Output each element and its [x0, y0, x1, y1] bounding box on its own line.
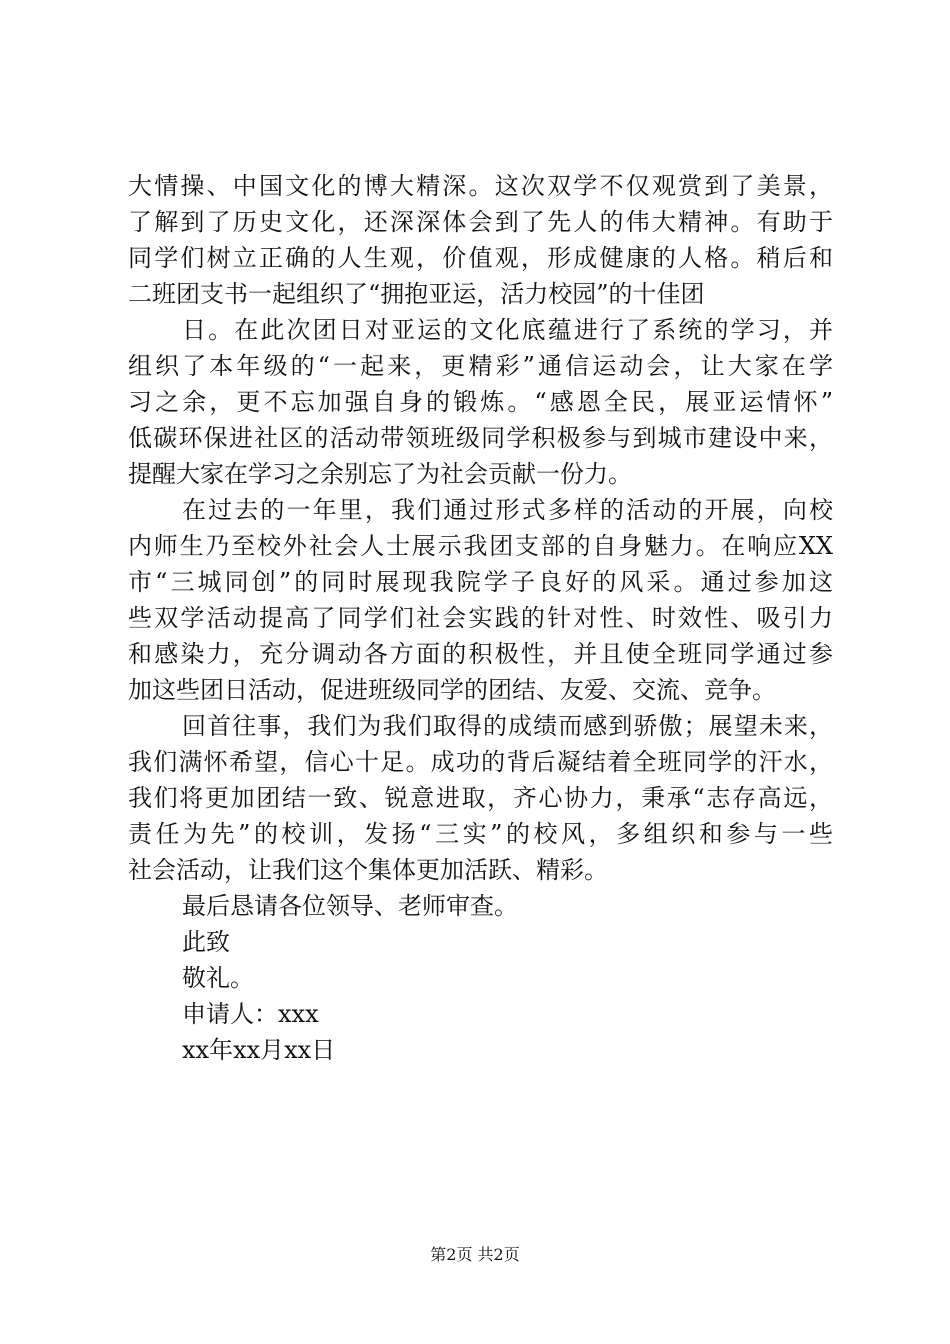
paragraph-line: 在过去的一年里，我们通过形式多样的活动的开展，向校 — [182, 496, 833, 524]
paragraph-line: 责任为先”的校训，发扬“三实”的校风，多组织和参与一些 — [128, 820, 833, 848]
paragraph-line: 内师生乃至校外社会人士展示我团支部的自身魅力。在响应XX — [128, 532, 833, 560]
paragraph-line: 和感染力，充分调动各方面的积极性，并且使全班同学通过参 — [128, 640, 833, 668]
paragraph-line: 习之余，更不忘加强自身的锻炼。“感恩全民，展亚运情怀” — [128, 388, 833, 416]
paragraph-line: 组织了本年级的“一起来，更精彩”通信运动会，让大家在学 — [128, 352, 833, 380]
paragraph-line: 我们满怀希望，信心十足。成功的背后凝结着全班同学的汗水， — [128, 748, 833, 776]
paragraph-line: 提醒大家在学习之余别忘了为社会贡献一份力。 — [128, 460, 632, 488]
paragraph-line: 些双学活动提高了同学们社会实践的针对性、时效性、吸引力 — [128, 604, 833, 632]
paragraph-line: 回首往事，我们为我们取得的成绩而感到骄傲；展望未来， — [182, 712, 833, 740]
paragraph-line: 加这些团日活动，促进班级同学的团结、友爱、交流、竞争。 — [128, 676, 776, 704]
paragraph-line: 日。在此次团日对亚运的文化底蕴进行了系统的学习，并 — [182, 316, 833, 344]
date-line: xx年xx月xx日 — [182, 1036, 336, 1064]
paragraph-line: 大情操、中国文化的博大精深。这次双学不仅观赏到了美景， — [128, 172, 833, 200]
paragraph-line: 同学们树立正确的人生观，价值观，形成健康的人格。稍后和 — [128, 244, 833, 272]
page-number: 第2页 共2页 — [430, 1245, 520, 1264]
paragraph-line: 低碳环保进社区的活动带领班级同学积极参与到城市建设中来， — [128, 424, 833, 452]
closing-request: 最后恳请各位领导、老师审查。 — [182, 892, 518, 920]
salutation: 此致 — [182, 928, 230, 956]
paragraph-line: 市“三城同创”的同时展现我院学子良好的风采。通过参加这 — [128, 568, 833, 596]
salutation-regards: 敬礼。 — [182, 964, 254, 992]
paragraph-line: 社会活动，让我们这个集体更加活跃、精彩。 — [128, 856, 608, 884]
paragraph-line: 了解到了历史文化，还深深体会到了先人的伟大精神。有助于 — [128, 208, 833, 236]
paragraph-line: 我们将更加团结一致、锐意进取，齐心协力，秉承“志存高远， — [128, 784, 833, 812]
paragraph-line: 二班团支书一起组织了“拥抱亚运，活力校园”的十佳团 — [128, 280, 705, 308]
applicant-signature: 申请人：xxx — [182, 1000, 319, 1028]
